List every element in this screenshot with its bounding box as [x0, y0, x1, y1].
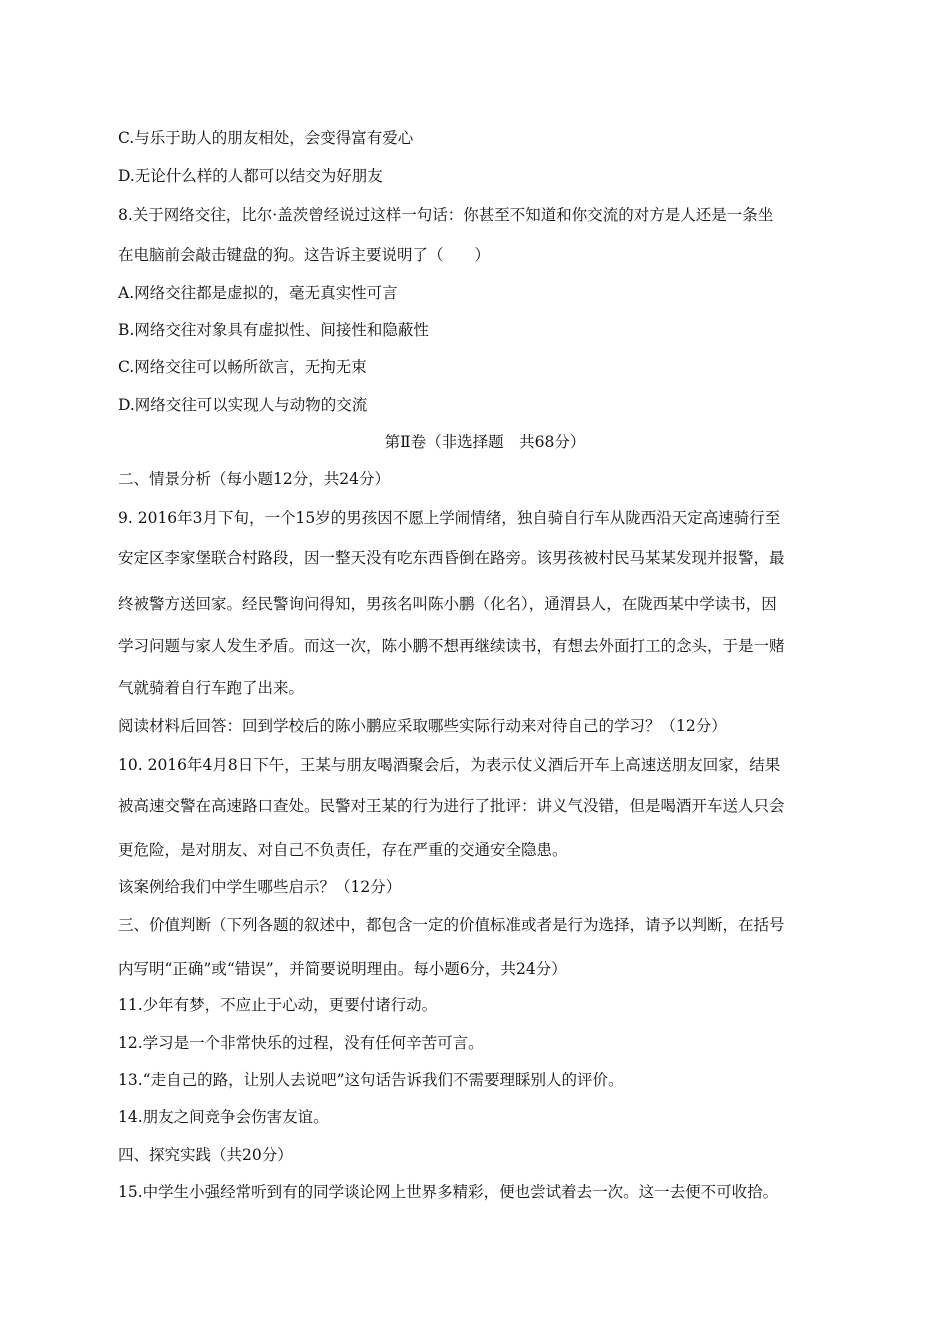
question-9-line-3: 终被警方送回家。经民警询问得知，男孩名叫陈小鹏（化名），通渭县人，在陇西某中学读书，因: [118, 595, 777, 613]
question-9-line-5: 气就骑着自行车跑了出来。: [118, 679, 305, 697]
option-c-q7: C.与乐于助人的朋友相处，会变得富有爱心: [118, 129, 414, 147]
question-10-line-2: 被高速交警在高速路口查处。民警对王某的行为进行了批评：讲义气没错，但是喝酒开车送人只会: [118, 797, 785, 815]
part-3-heading-line-1: 三、价值判断（下列各题的叙述中，都包含一定的价值标准或者是行为选择，请予以判断，在括号: [118, 916, 785, 934]
question-9-prompt: 阅读材料后回答：回到学校后的陈小鹏应采取哪些实际行动来对待自己的学习？（12分）: [118, 717, 727, 735]
question-11: 11.少年有梦，不应止于心动，更要付诸行动。: [118, 996, 438, 1014]
question-13: 13.“走自己的路，让别人去说吧”这句话告诉我们不需要理睬别人的评价。: [118, 1071, 624, 1089]
question-10-prompt: 该案例给我们中学生哪些启示？（12分）: [118, 878, 402, 896]
question-8-line-1: 8.关于网络交往，比尔·盖茨曾经说过这样一句话：你甚至不知道和你交流的对方是人还是一条坐: [118, 206, 774, 224]
question-10-line-1: 10. 2016年4月8日下午，王某与朋友喝酒聚会后，为表示仗义酒后开车上高速送朋友回家，结果: [118, 756, 781, 774]
question-12: 12.学习是一个非常快乐的过程，没有任何辛苦可言。: [118, 1034, 484, 1052]
option-c-q8: C.网络交往可以畅所欲言，无拘无束: [118, 358, 367, 376]
question-9-line-2: 安定区李家堡联合村路段，因一整天没有吃东西昏倒在路旁。该男孩被村民马某某发现并报警，最: [118, 549, 785, 567]
question-15-line-1: 15.中学生小强经常听到有的同学谈论网上世界多精彩，便也尝试着去一次。这一去便不可收拾。: [118, 1183, 779, 1201]
option-a-q8: A.网络交往都是虚拟的，毫无真实性可言: [118, 284, 398, 302]
question-10-line-3: 更危险，是对朋友、对自己不负责任，存在严重的交通安全隐患。: [118, 841, 568, 859]
part-2-heading: 二、情景分析（每小题12分，共24分）: [118, 470, 390, 488]
question-14: 14.朋友之间竞争会伤害友谊。: [118, 1108, 329, 1126]
question-9-line-4: 学习问题与家人发生矛盾。而这一次，陈小鹏不想再继续读书，有想去外面打工的念头，于是一赌: [118, 637, 785, 655]
question-8-line-2: 在电脑前会敲击键盘的狗。这告诉主要说明了（ ）: [118, 246, 491, 264]
section-ii-heading: 第Ⅱ卷（非选择题 共68分）: [384, 433, 586, 451]
option-d-q8: D.网络交往可以实现人与动物的交流: [118, 396, 368, 414]
option-d-q7: D.无论什么样的人都可以结交为好朋友: [118, 167, 383, 185]
part-4-heading: 四、探究实践（共20分）: [118, 1146, 293, 1164]
option-b-q8: B.网络交往对象具有虚拟性、间接性和隐蔽性: [118, 321, 429, 339]
question-9-line-1: 9. 2016年3月下旬，一个15岁的男孩因不愿上学闹情绪，独自骑自行车从陇西沿天定高速骑行至: [118, 509, 781, 527]
part-3-heading-line-2: 内写明“正确”或“错误”，并简要说明理由。每小题6分，共24分）: [118, 960, 567, 978]
